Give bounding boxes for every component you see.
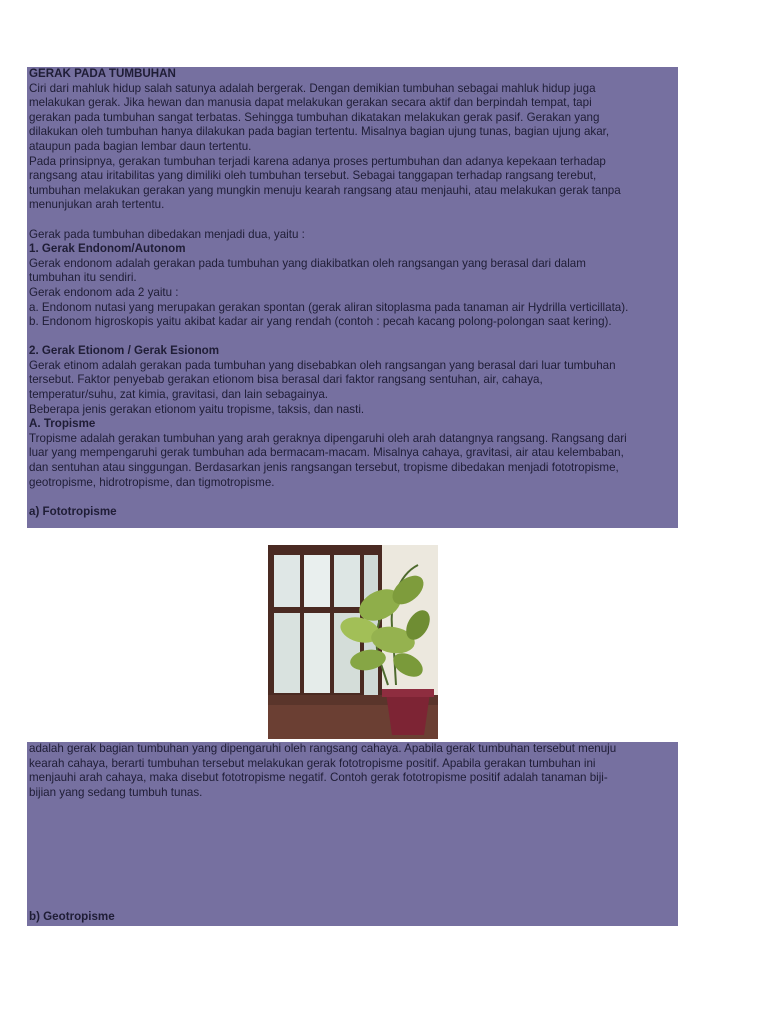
content-block-top	[27, 67, 678, 528]
intro-line: dilakukan oleh tumbuhan hanya dilakukan pada bagian tertentu. Misalnya bagian ujung tunas, bagian ujung akar,	[29, 125, 610, 139]
endonom-line: a. Endonom nutasi yang merupakan gerakan spontan (gerak aliran sitoplasma pada tanaman air Hydrilla verticillata).	[29, 300, 629, 314]
plant-window-photo	[268, 545, 438, 739]
content-block-bottom	[27, 742, 678, 926]
tropisme-heading: A. Tropisme	[29, 417, 96, 431]
etionom-line: temperatur/suhu, zat kimia, gravitasi, dan lain sebagainya.	[29, 388, 329, 402]
intro-line: menunjukan arah tertentu.	[29, 198, 165, 212]
etionom-line: Beberapa jenis gerakan etionom yaitu tropisme, taksis, dan nasti.	[29, 402, 365, 416]
etionom-heading: 2. Gerak Etionom / Gerak Esionom	[29, 344, 220, 358]
spacer	[29, 330, 676, 345]
fototropisme-line: kearah cahaya, berarti tumbuhan tersebut melakukan gerak fototropisme positif. Apabila gerakan tumbuhan ini	[29, 756, 596, 770]
endonom-line: Gerak endonom adalah gerakan pada tumbuhan yang diakibatkan oleh rangsangan yang berasal dari dalam	[29, 256, 586, 270]
endonom-line: b. Endonom higroskopis yaitu akibat kadar air yang rendah (contoh : pecah kacang polong-polongan saat kering).	[29, 315, 612, 329]
fototropisme-line: adalah gerak bagian tumbuhan yang dipengaruhi oleh rangsang cahaya. Apabila gerak tumbuhan tersebut menuju	[29, 742, 617, 755]
spacer	[29, 490, 676, 505]
endonom-heading: 1. Gerak Endonom/Autonom	[29, 242, 186, 256]
intro-line: rangsang atau iritabilitas yang dimiliki oleh tumbuhan tersebut. Sebagai tanggapan terhadap rangsang terebut,	[29, 169, 597, 183]
tropisme-line: geotropisme, hidrotropisme, dan tigmotropisme.	[29, 475, 275, 489]
plant-window-illustration	[268, 545, 438, 739]
endonom-line: Gerak endonom ada 2 yaitu :	[29, 285, 179, 299]
fototropisme-line: bijian yang sedang tumbuh tunas.	[29, 785, 203, 799]
geotropisme-heading: b) Geotropisme	[29, 910, 115, 924]
intro-line: Ciri dari mahluk hidup salah satunya adalah bergerak. Dengan demikian tumbuhan sebagai mahluk hidup juga	[29, 81, 596, 95]
endonom-line: tumbuhan itu sendiri.	[29, 271, 137, 285]
fototropisme-heading: a) Fototropisme	[29, 504, 117, 518]
intro-line: Pada prinsipnya, gerakan tumbuhan terjadi karena adanya proses pertumbuhan dan adanya kepekaan terhadap	[29, 154, 606, 168]
fototropisme-line: menjauhi arah cahaya, maka disebut fototropisme negatif. Contoh gerak fototropisme positif adalah tanaman biji-	[29, 771, 608, 785]
etionom-line: Gerak etinom adalah gerakan pada tumbuhan yang disebabkan oleh rangsangan yang berasal dari luar tumbuhan	[29, 358, 616, 372]
page-title: GERAK PADA TUMBUHAN	[29, 67, 176, 80]
division-intro: Gerak pada tumbuhan dibedakan menjadi dua, yaitu :	[29, 227, 305, 241]
tropisme-line: Tropisme adalah gerakan tumbuhan yang arah geraknya dipengaruhi oleh arah datangnya rangsang. Rangsang dari	[29, 431, 627, 445]
intro-line: tumbuhan melakukan gerakan yang mungkin menuju kearah rangsang atau menjauhi, atau melakukan gerak tanpa	[29, 183, 621, 197]
intro-line: melakukan gerak. Jika hewan dan manusia dapat melakukan gerakan secara aktif dan berpindah tempat, tapi	[29, 96, 592, 110]
tropisme-line: luar yang mempengaruhi gerak tumbuhan ada bermacam-macam. Misalnya cahaya, gravitasi, air atau kelembaban,	[29, 446, 624, 460]
intro-line: gerakan pada tumbuhan sangat terbatas. Sehingga tumbuhan dikatakan melakukan gerak pasif. Gerakan yang	[29, 110, 600, 124]
etionom-line: tersebut. Faktor penyebab gerakan etionom bisa berasal dari faktor rangsang sentuhan, air, cahaya,	[29, 373, 543, 387]
spacer	[29, 213, 676, 228]
intro-line: ataupun pada bagian lembar daun tertentu.	[29, 139, 252, 153]
tropisme-line: dan sentuhan atau singgungan. Berdasarkan jenis rangsangan tersebut, tropisme dibedakan menjadi fototropisme,	[29, 461, 619, 475]
